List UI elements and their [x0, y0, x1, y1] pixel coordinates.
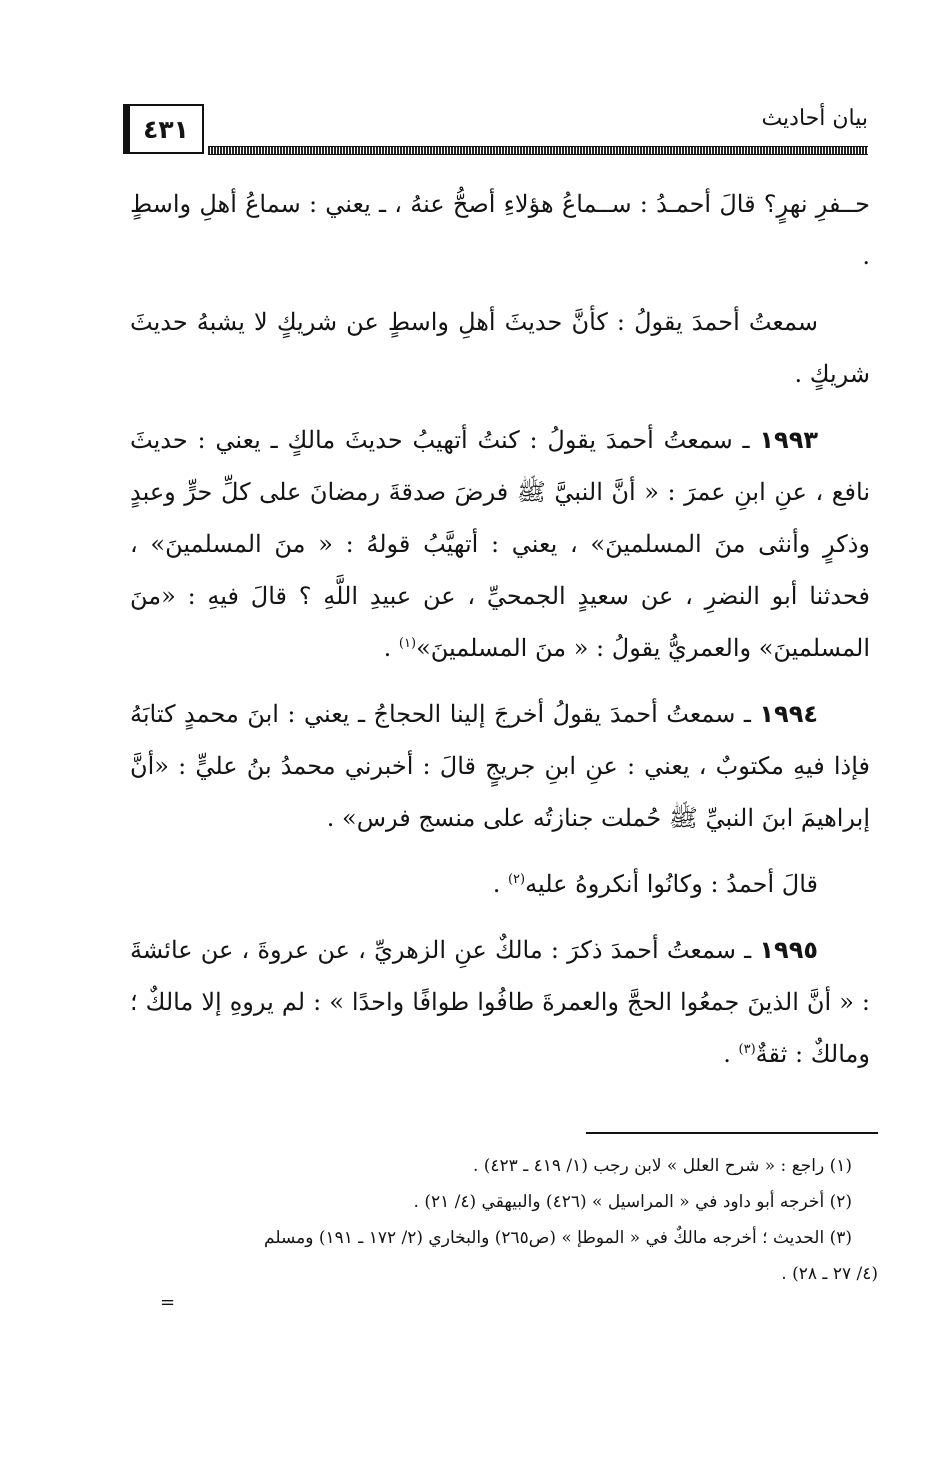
- footnote-1: (١) راجع : « شرح العلل » لابن رجب (١/ ٤١٩ ـ ٤٢٣) .: [472, 1156, 852, 1176]
- hadith-number: ١٩٩٤: [759, 700, 818, 728]
- footnote-ref: (٣): [738, 1042, 756, 1057]
- paragraph-text: ـ سمعتُ أحمدَ يقولُ : كنتُ أتهيبُ حديثَ مالكٍ ـ يعني : حديثَ نافع ، عنِ ابنِ عمرَ : « أنَّ النبيَّ ﷺ فرضَ صدقةَ رمضانَ على كلِّ حرٍّ وعبدٍ وذكرٍ وأنثى منَ المسلمينَ» ، يعني : أتهيَّبُ قولهُ : « منَ المسلمينَ» ، فحدثنا أبو النضرِ ، عن سعيدٍ الجمحيِّ ، عن عبيدِ اللَّهِ ؟ قالَ فيهِ : «منَ المسلمينَ» والعمريُّ يقولُ : « منَ المسلمينَ»: [130, 426, 870, 662]
- page-number: ٤٣١: [128, 104, 204, 154]
- hadith-number: ١٩٩٣: [759, 426, 818, 454]
- hadith-1994: [130, 688, 870, 844]
- paragraph-end: .: [492, 870, 508, 898]
- paragraph-text: سمعتُ أحمدَ يقولُ : كأنَّ حديثَ أهلِ واسطٍ عن شريكٍ لا يشبهُ حديثَ شريكٍ .: [130, 308, 870, 388]
- footnote-2: (٢) أخرجه أبو داود في « المراسيل » (٤٢٦) والبيهقي (٤/ ٢١) .: [413, 1192, 852, 1212]
- paragraph-text: ـ سمعتُ أحمدَ ذكرَ : مالكٌ عنِ الزهريِّ ، عن عروةَ ، عن عائشةَ : « أنَّ الذينَ جمعُوا الحجَّ والعمرةَ طافُوا طوافًا واحدًا » : لم يروهِ إلا مالكٌ ؛ ومالكٌ : ثقةٌ: [130, 936, 870, 1068]
- running-title: بيان أحاديث: [761, 106, 868, 131]
- footnote-3-continued: (٤/ ٢٧ ـ ٢٨) .: [781, 1264, 878, 1284]
- hadith-number: ١٩٩٥: [759, 936, 818, 964]
- paragraph: [130, 178, 870, 282]
- page-header: [128, 100, 868, 162]
- paragraph-text: ـ سمعتُ أحمدَ يقولُ أخرجَ إلينا الحجاجُ ـ يعني : ابنَ محمدٍ كتابَهُ فإذا فيهِ مكتوبٌ ، يعني : عنِ ابنِ جريجٍ قالَ : أخبرني محمدُ بنُ عليٍّ : «أنَّ إبراهيمَ ابنَ النبيِّ ﷺ حُملت جنازتُه على منسج فرس» .: [130, 700, 870, 832]
- footnotes: [145, 1148, 878, 1292]
- paragraph-end: .: [383, 634, 399, 662]
- main-text: [130, 178, 870, 1094]
- footnote-ref: (٢): [507, 872, 526, 887]
- paragraph-text: حــفرِ نهرٍ؟ قالَ أحمـدُ : ســماعُ هؤلاءِ أصحُّ عنهُ ، ـ يعني : سماعُ أهلِ واسطٍ .: [130, 190, 870, 270]
- footnote-3: (٣) الحديث ؛ أخرجه مالكٌ في « الموطإ » (ص٢٦٥) والبخاري (٢/ ١٧٢ ـ ١٩١) ومسلم: [264, 1228, 852, 1248]
- continuation-mark: =: [160, 1292, 176, 1313]
- header-divider: [208, 146, 868, 155]
- paragraph: [130, 858, 870, 910]
- paragraph-end: .: [723, 1040, 739, 1068]
- footnote-ref: (١): [398, 636, 417, 651]
- hadith-1995: [130, 924, 870, 1080]
- footnote-divider: [586, 1132, 878, 1134]
- paragraph-text: قالَ أحمدُ : وكانُوا أنكروهُ عليه: [525, 870, 818, 898]
- hadith-1993: [130, 414, 870, 674]
- paragraph: [130, 296, 870, 400]
